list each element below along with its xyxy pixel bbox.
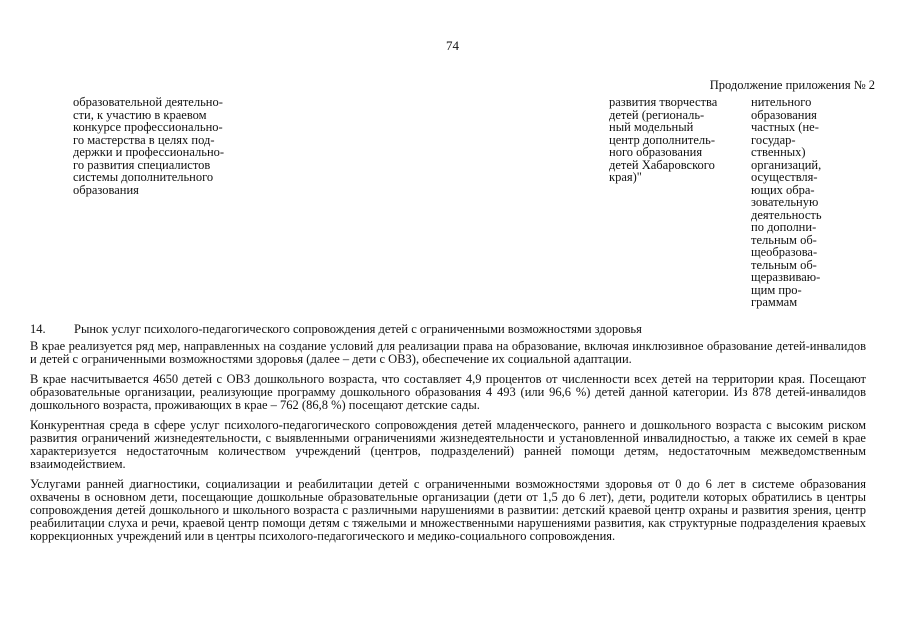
paragraph: В крае реализуется ряд мер, направленных на создание условий для реализации права на образование, включая инклюзивное образование детей-инвалидов и детей с ограниченными возможностями здоровья (далее – дети с ОВЗ), обеспечение их социальной адаптации. bbox=[30, 339, 866, 366]
table-cell-left: образовательной деятельно- сти, к участию в краевом конкурсе профессионально- го мастерства в целях под- держки и профессионально- го развития специалистов системы дополнительного образования bbox=[73, 95, 225, 197]
table-cell-right: нительного образования частных (не- государ- ственных) организаций, осуществля- ющих обра- зовательную деятельность по дополни- тельным об- щеобразова- тельным об- щеразвиваю- щим про- граммам bbox=[751, 95, 822, 309]
section-title: Рынок услуг психолого-педагогического сопровождения детей с ограниченными возможностями здоровья bbox=[74, 322, 642, 336]
section-heading bbox=[30, 322, 880, 337]
table-cell-middle: развития творчества детей (региональ- ный модельный центр дополнитель- ного образования детей Хабаровского края)" bbox=[609, 95, 718, 184]
section-number: 14. bbox=[30, 322, 46, 336]
paragraph: Конкурентная среда в сфере услуг психолого-педагогического сопровождения детей младенческого, раннего и дошкольного возраста с высоким риском развития ограничений жизнедеятельности, с выявленными ограничениями жизнедеятельности и установленной инвалидностью, а также их семей в крае характеризуется недостаточным количеством учреждений (центров, подразделений) ранней помощи детям, недостаточным межведомственным взаимодействием. bbox=[30, 418, 866, 471]
page-number: 74 bbox=[446, 38, 459, 53]
paragraph: Услугами ранней диагностики, социализации и реабилитации детей с ограниченными возможностями здоровья от 0 до 6 лет в системе образования охвачены в основном дети, посещающие дошкольные образовательные организации (дети от 1,5 до 6 лет), дети, родители которых обратились в центры сопровождения детей дошкольного и школьного возраста с различными нарушениями в развитии: детский краевой центр охраны и развития зрения, центр реабилитации слуха и речи, краевой центр помощи детям с тяжелыми и множественными нарушениями развития, как структурные подразделения краевых коррекционных учреждений или в центры психолого-педагогического и медико-социального сопровождения. bbox=[30, 477, 866, 543]
continuation-label: Продолжение приложения № 2 bbox=[709, 78, 875, 92]
body-text bbox=[30, 340, 866, 550]
paragraph: В крае насчитывается 4650 детей с ОВЗ дошкольного возраста, что составляет 4,9 процентов от численности всех детей на территории края. Посещают образовательные организации, реализующие программу дошкольного образования 4 493 (или 96,6 %) детей данной категории. Из 878 детей-инвалидов дошкольного возраста, проживающих в крае – 762 (86,8 %) посещают детские сады. bbox=[30, 372, 866, 412]
